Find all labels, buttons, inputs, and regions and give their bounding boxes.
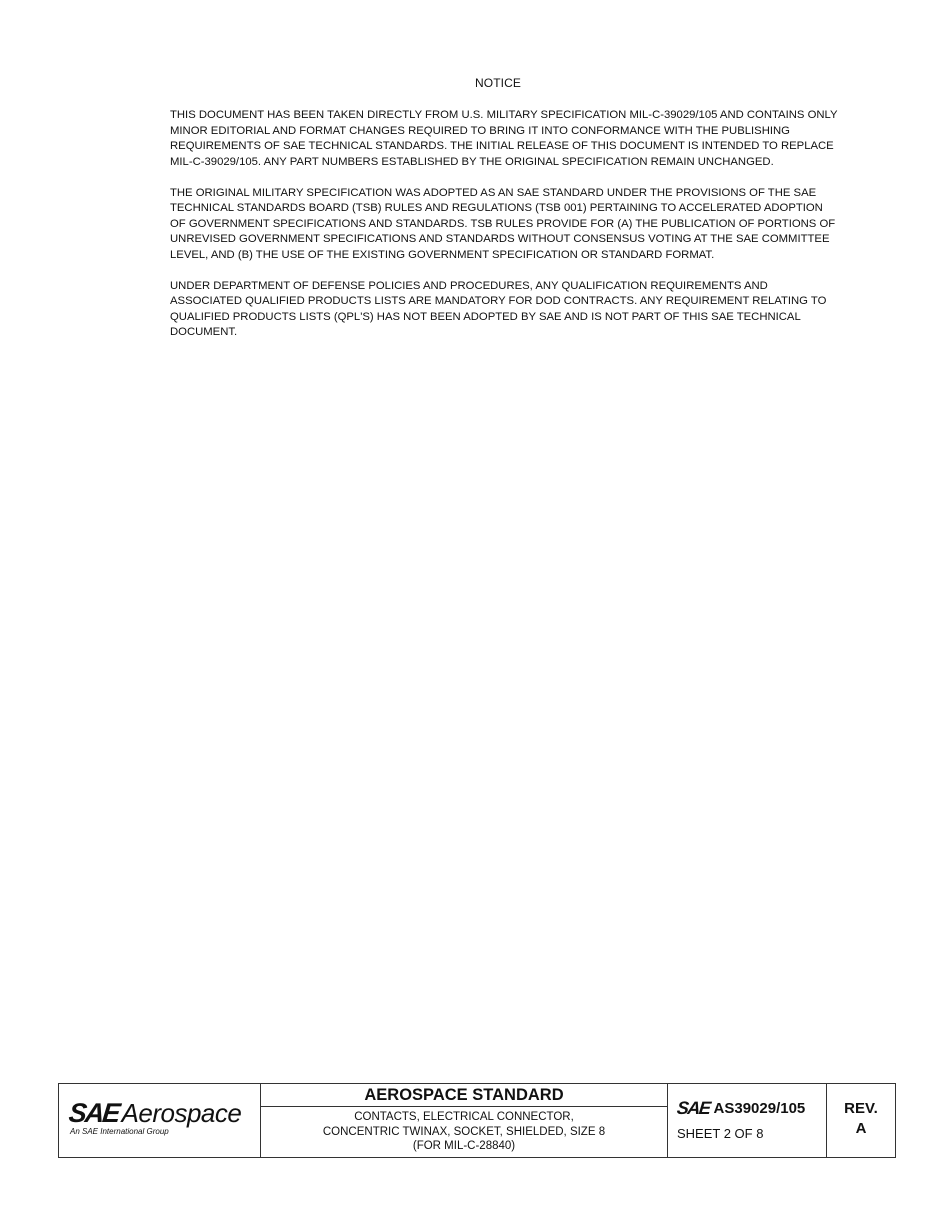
logo-cell [59, 1084, 261, 1157]
document-number: AS39029/105 [713, 1099, 806, 1117]
subtitle-line-3: (FOR MIL-C-28840) [412, 1140, 516, 1152]
subtitle-line-2: CONCENTRIC TWINAX, SOCKET, SHIELDED, SIZE 8 [322, 1125, 606, 1138]
document-number-cell [668, 1084, 827, 1157]
notice-title: NOTICE [475, 76, 521, 90]
logo-tagline: An SAE International Group [70, 1127, 169, 1136]
document-type: AEROSPACE STANDARD [261, 1084, 667, 1107]
sae-aerospace-logo [69, 1100, 241, 1136]
logo-brand: Aerospace [121, 1098, 242, 1128]
notice-paragraph-1: THIS DOCUMENT HAS BEEN TAKEN DIRECTLY FROM U.S. MILITARY SPECIFICATION MIL-C-39029/105 AND CONTAINS ONLY MINOR EDITORIAL AND FORMAT CHANGES REQUIRED TO BRING IT INTO CONFORMANCE WITH THE PUBLISHING REQUIREMENTS OF SAE TECHNICAL STANDARDS. THE INITIAL RELEASE OF THIS DOCUMENT IS INTENDED TO REPLACE MIL-C-39029/105. ANY PART NUMBERS ESTABLISHED BY THE ORIGINAL SPECIFICATION REMAIN UNCHANGED. [170, 109, 838, 168]
subtitle-line-1: CONTACTS, ELECTRICAL CONNECTOR, [354, 1111, 574, 1123]
logo-sae-mark: SAE [67, 1098, 121, 1128]
revision-value: A [855, 1120, 867, 1137]
document-subtitle [261, 1110, 667, 1154]
sae-logo-small: SAE [675, 1098, 711, 1118]
title-cell [261, 1084, 668, 1157]
notice-paragraph-2: THE ORIGINAL MILITARY SPECIFICATION WAS ADOPTED AS AN SAE STANDARD UNDER THE PROVISIONS OF THE SAE TECHNICAL STANDARDS BOARD (TSB) RULES AND REGULATIONS (TSB 001) PERTAINING TO ACCELERATED ADOPTION OF GOVERNMENT SPECIFICATIONS AND STANDARDS. TSB RULES PROVIDE FOR (A) THE PUBLICATION OF PORTIONS OF UNREVISED GOVERNMENT SPECIFICATIONS AND STANDARDS WITHOUT CONSENSUS VOTING AT THE SAE COMMITTEE LEVEL, AND (B) THE USE OF THE EXISTING GOVERNMENT SPECIFICATION OR STANDARD FORMAT. [170, 186, 836, 261]
sheet-number: SHEET 2 OF 8 [677, 1126, 764, 1141]
title-block [58, 1083, 896, 1158]
revision-cell [827, 1084, 895, 1157]
notice-body [170, 108, 840, 356]
notice-paragraph-3: UNDER DEPARTMENT OF DEFENSE POLICIES AND PROCEDURES, ANY QUALIFICATION REQUIREMENTS AND ASSOCIATED QUALIFIED PRODUCTS LISTS ARE MANDATORY FOR DOD CONTRACTS. ANY REQUIREMENT RELATING TO QUALIFIED PRODUCTS LISTS (QPL'S) HAS NOT BEEN ADOPTED BY SAE AND IS NOT PART OF THIS SAE TECHNICAL DOCUMENT. [170, 279, 827, 338]
revision-label: REV. [844, 1100, 878, 1117]
